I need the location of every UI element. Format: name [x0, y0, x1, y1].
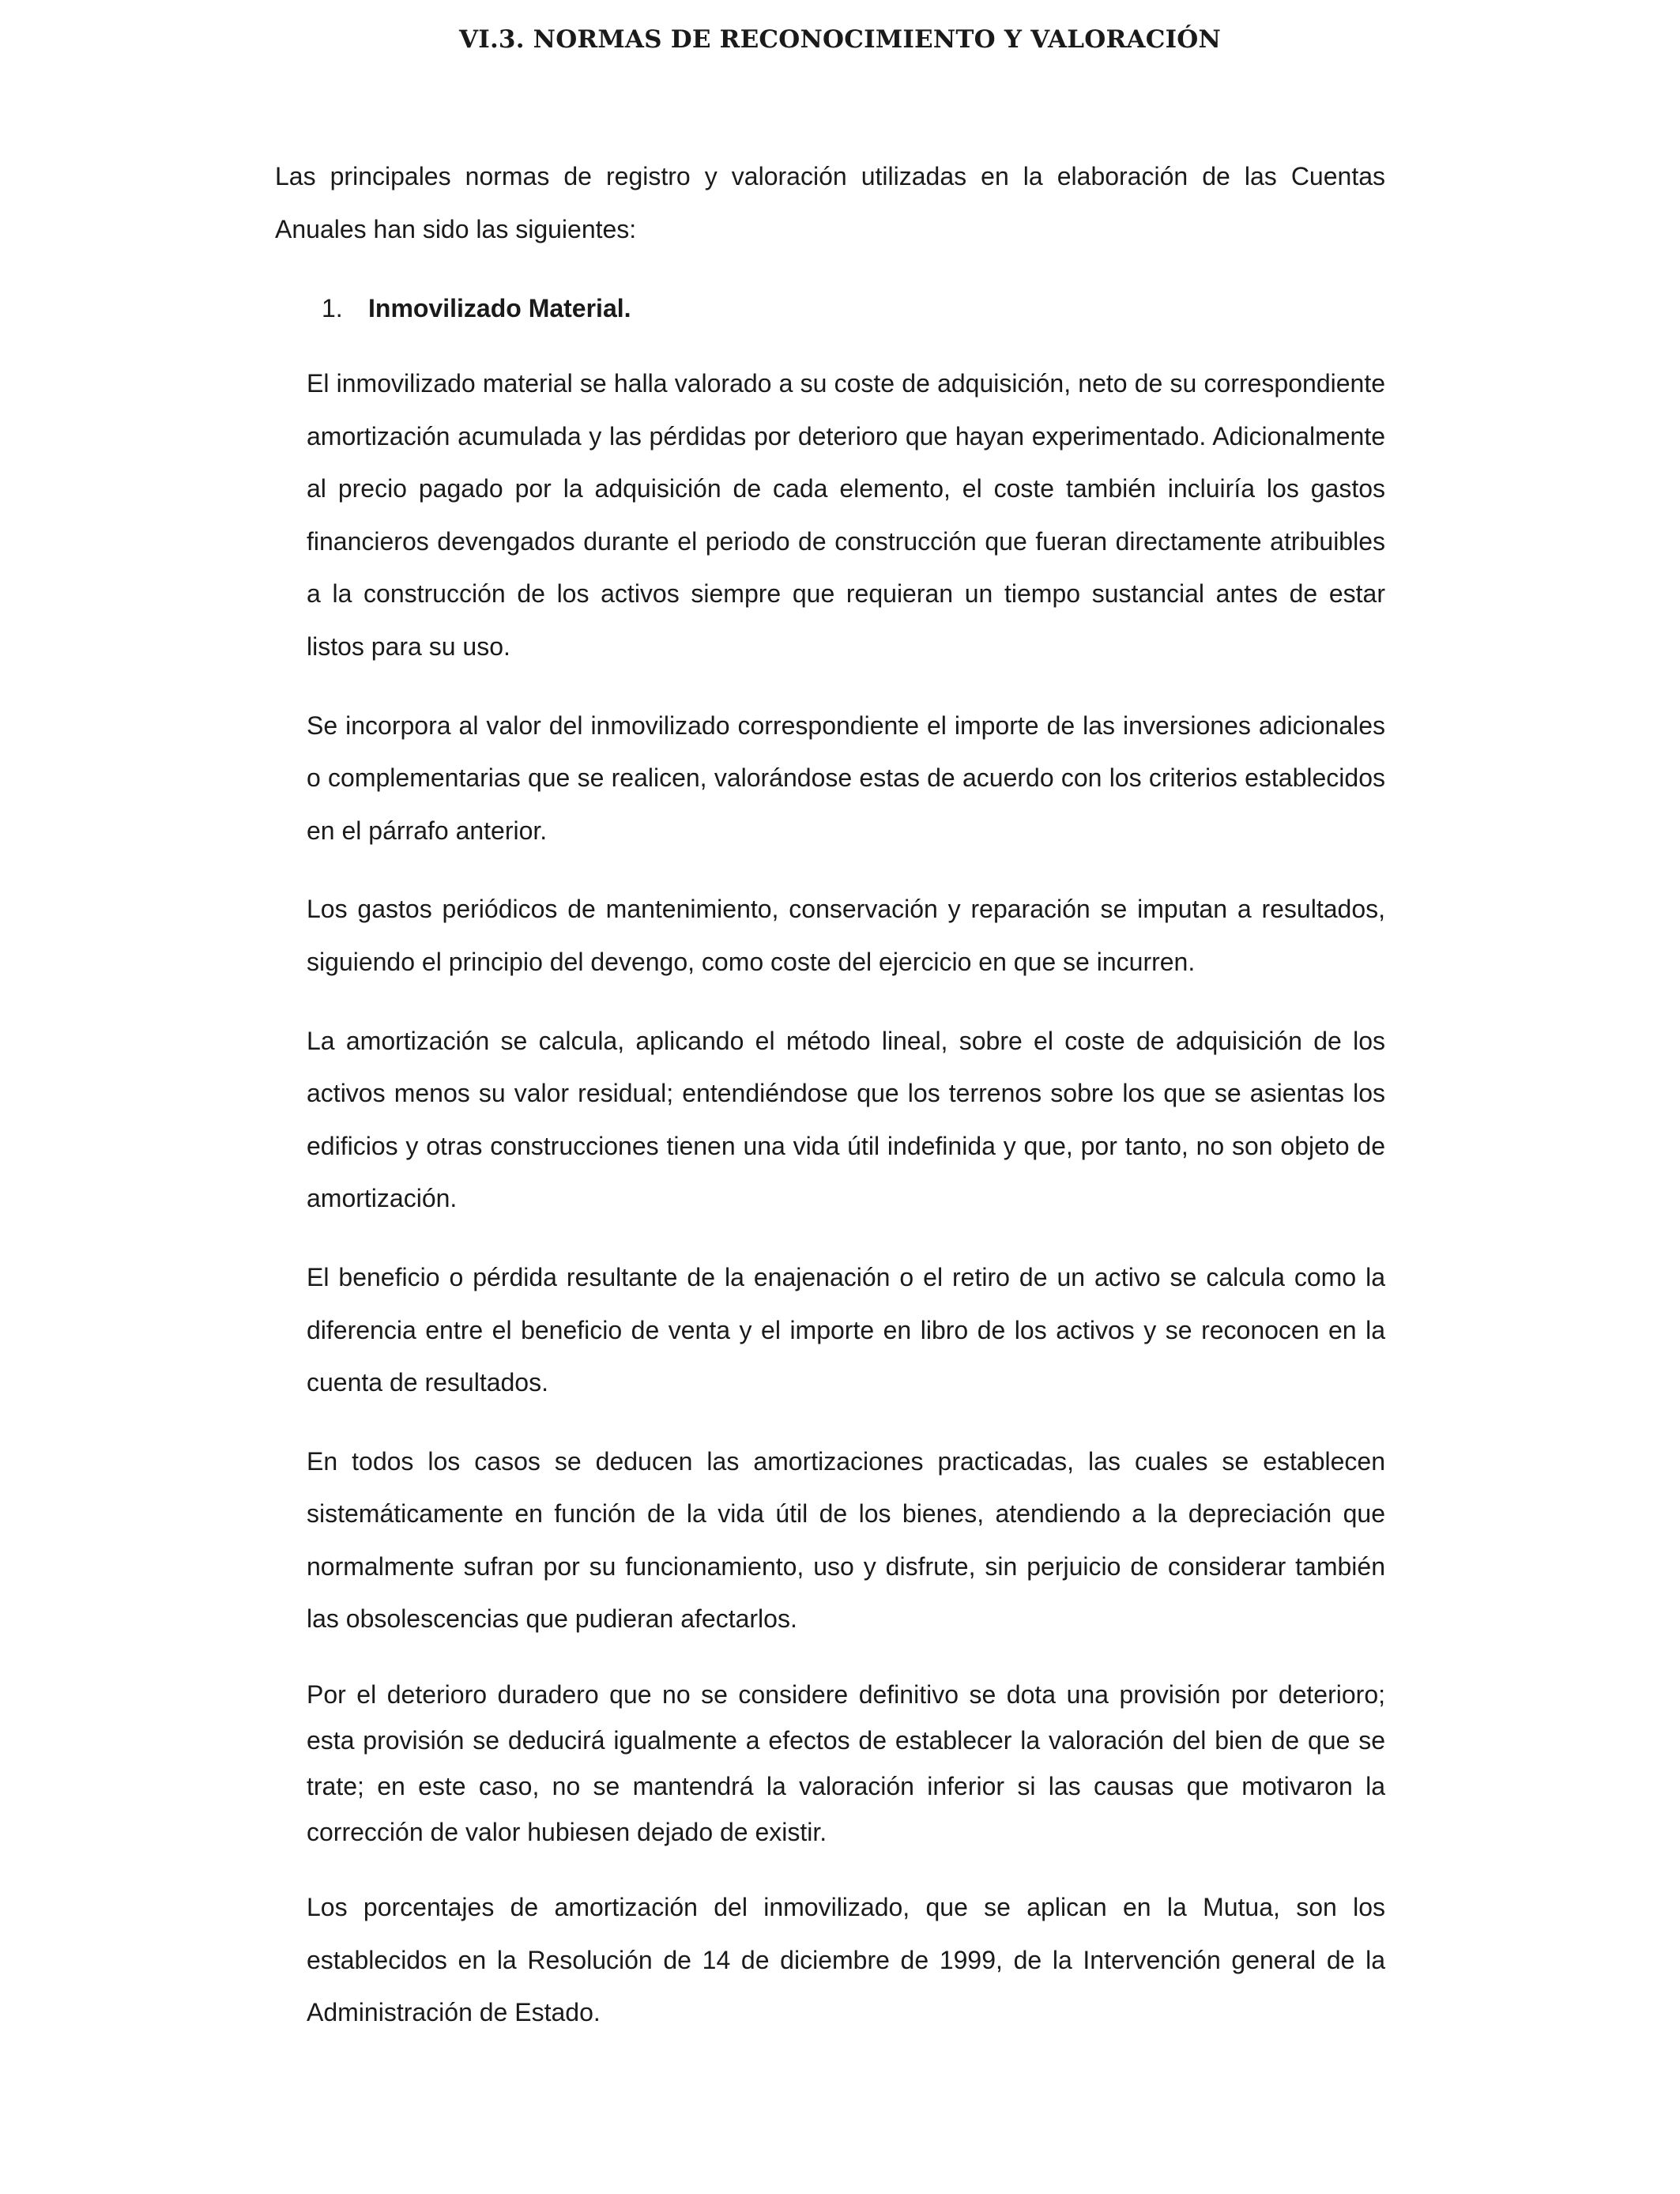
body-paragraph: Los gastos periódicos de mantenimiento, conservación y reparación se imputan a resultados, siguiendo el principio del devengo, como coste del ejercicio en que se incurren. — [307, 895, 1385, 976]
intro-paragraph: Las principales normas de registro y valoración utilizadas en la elaboración de las Cuentas Anuales han sido las siguientes: — [275, 162, 1385, 243]
body-paragraph: El beneficio o pérdida resultante de la enajenación o el retiro de un activo se calcula como la diferencia entre el beneficio de venta y el importe en libro de los activos y se reconocen en la cuenta de resultados. — [307, 1262, 1385, 1397]
page-title: VI.3. NORMAS DE RECONOCIMIENTO Y VALORACIÓN — [458, 25, 1222, 54]
body-paragraph: Se incorpora al valor del inmovilizado correspondiente el importe de las inversiones adicionales o complementarias que se realicen, valorándose estas de acuerdo con los criterios establecidos en el párrafo anterior. — [307, 711, 1385, 845]
section-number: 1. — [322, 294, 343, 322]
body-paragraph: Los porcentajes de amortización del inmovilizado, que se aplican en la Mutua, son los establecidos en la Resolución de 14 de diciembre de 1999, de la Intervención general de la Administración de Estado. — [307, 1893, 1385, 2027]
body-paragraph: La amortización se calcula, aplicando el método lineal, sobre el coste de adquisición de los activos menos su valor residual; entendiéndose que los terrenos sobre los que se asientas los edificios y otras construcciones tienen una vida útil indefinida y que, por tanto, no son objeto de amortización. — [307, 1026, 1385, 1213]
section-heading — [322, 282, 631, 335]
section-body — [307, 357, 1385, 2065]
body-paragraph: En todos los casos se deducen las amortizaciones practicadas, las cuales se establecen sistemáticamente en función de la vida útil de los bienes, atendiendo a la depreciación que normalmente sufran por su funcionamiento, uso y disfrute, sin perjuicio de considerar también las obsolescencias que pudieran afectarlos. — [307, 1446, 1385, 1634]
section-label: Inmovilizado Material. — [368, 294, 631, 322]
body-paragraph: Por el deterioro duradero que no se considere definitivo se dota una provisión por deterioro; esta provisión se deducirá igualmente a efectos de establecer la valoración del bien de que se trate; en este caso, no se mantendrá la valoración inferior si las causas que motivaron la corrección de valor hubiesen dejado de existir. — [307, 1680, 1385, 1847]
body-paragraph: El inmovilizado material se halla valorado a su coste de adquisición, neto de su correspondiente amortización acumulada y las pérdidas por deterioro que hayan experimentado. Adicionalmente al precio pagado por la adquisición de cada elemento, el coste también incluiría los gastos financieros devengados durante el periodo de construcción que fueran directamente atribuibles a la construcción de los activos siempre que requieran un tiempo sustancial antes de estar listos para su uso. — [307, 369, 1385, 661]
